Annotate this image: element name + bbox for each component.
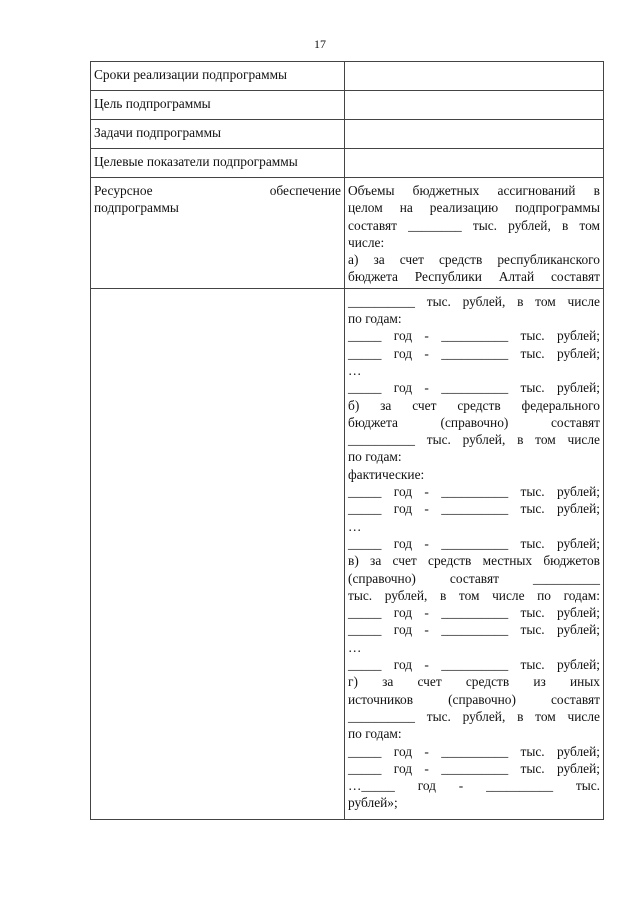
text-line: … (348, 362, 362, 378)
text-line: _____ год - __________ тыс. рублей; (348, 605, 600, 621)
terms-value (345, 62, 604, 91)
resources-label (91, 178, 345, 289)
resources-continued-value (345, 288, 604, 819)
resources-continued-label (91, 288, 345, 819)
tasks-label: Задачи подпрограммы (91, 120, 345, 149)
text-line: _____ год - __________ тыс. рублей; (348, 657, 600, 673)
text-line: г) за счет средств из иных (348, 674, 600, 690)
text-line: по годам: (348, 726, 402, 742)
text-line: _____ год - __________ тыс. рублей; (348, 743, 600, 759)
table-row-indicators (91, 149, 604, 178)
text-line: _____ год - __________ тыс. рублей; (348, 380, 600, 396)
text-line: __________ тыс. рублей, в том числе (348, 293, 600, 309)
terms-label: Сроки реализации подпрограммы (91, 62, 345, 91)
text-line: _____ год - __________ тыс. рублей; (348, 501, 600, 517)
text-line: составят ________ тыс. рублей, в том (348, 217, 600, 233)
table-row-resources (91, 178, 604, 289)
tasks-value (345, 120, 604, 149)
text-line: __________ тыс. рублей, в том числе (348, 432, 600, 448)
text-line: в) за счет средств местных бюджетов (348, 553, 600, 569)
goal-label: Цель подпрограммы (91, 91, 345, 120)
resources-label-word1: Ресурсное (94, 183, 153, 198)
text-line: _____ год - __________ тыс. рублей; (348, 622, 600, 638)
text-line: а) за счет средств республиканского (348, 252, 600, 268)
page-number: 17 (314, 37, 326, 51)
resources-continued-text (348, 293, 600, 812)
table-row-resources-continued (91, 288, 604, 819)
text-line: числе: (348, 234, 385, 250)
text-line: …_____ год - __________ тыс. (348, 778, 600, 794)
table-row-terms (91, 62, 604, 91)
text-line: _____ год - __________ тыс. рублей; (348, 760, 600, 776)
text-line: (справочно) составят __________ (348, 570, 600, 586)
text-line: _____ год - __________ тыс. рублей; (348, 484, 600, 500)
table-row-tasks (91, 120, 604, 149)
goal-value (345, 91, 604, 120)
text-line: _____ год - __________ тыс. рублей; (348, 345, 600, 361)
subprogram-passport-table (90, 61, 604, 820)
text-line: бюджета Республики Алтай составят (348, 269, 600, 285)
text-line: рублей»; (348, 795, 398, 811)
text-line: __________ тыс. рублей, в том числе (348, 708, 600, 724)
text-line: _____ год - __________ тыс. рублей; (348, 535, 600, 551)
resources-text (348, 182, 600, 286)
resources-value (345, 178, 604, 289)
text-line: _____ год - __________ тыс. рублей; (348, 328, 600, 344)
text-line: тыс. рублей, в том числе по годам: (348, 587, 600, 603)
text-line: б) за счет средств федерального (348, 397, 600, 413)
resources-label-line2: подпрограммы (94, 200, 179, 216)
indicators-value (345, 149, 604, 178)
text-line: источников (справочно) составят (348, 691, 600, 707)
text-line: Объемы бюджетных ассигнований в (348, 183, 600, 198)
indicators-label: Целевые показатели подпрограммы (91, 149, 345, 178)
text-line: … (348, 518, 362, 534)
text-line: бюджета (справочно) составят (348, 414, 600, 430)
text-line: по годам: (348, 449, 402, 465)
text-line: … (348, 639, 362, 655)
resources-label-word2: обеспечение (269, 183, 341, 198)
text-line: по годам: (348, 311, 402, 327)
resources-label-line1 (94, 182, 341, 199)
text-line: фактические: (348, 466, 425, 482)
text-line: целом на реализацию подпрограммы (348, 200, 600, 216)
table-row-goal (91, 91, 604, 120)
